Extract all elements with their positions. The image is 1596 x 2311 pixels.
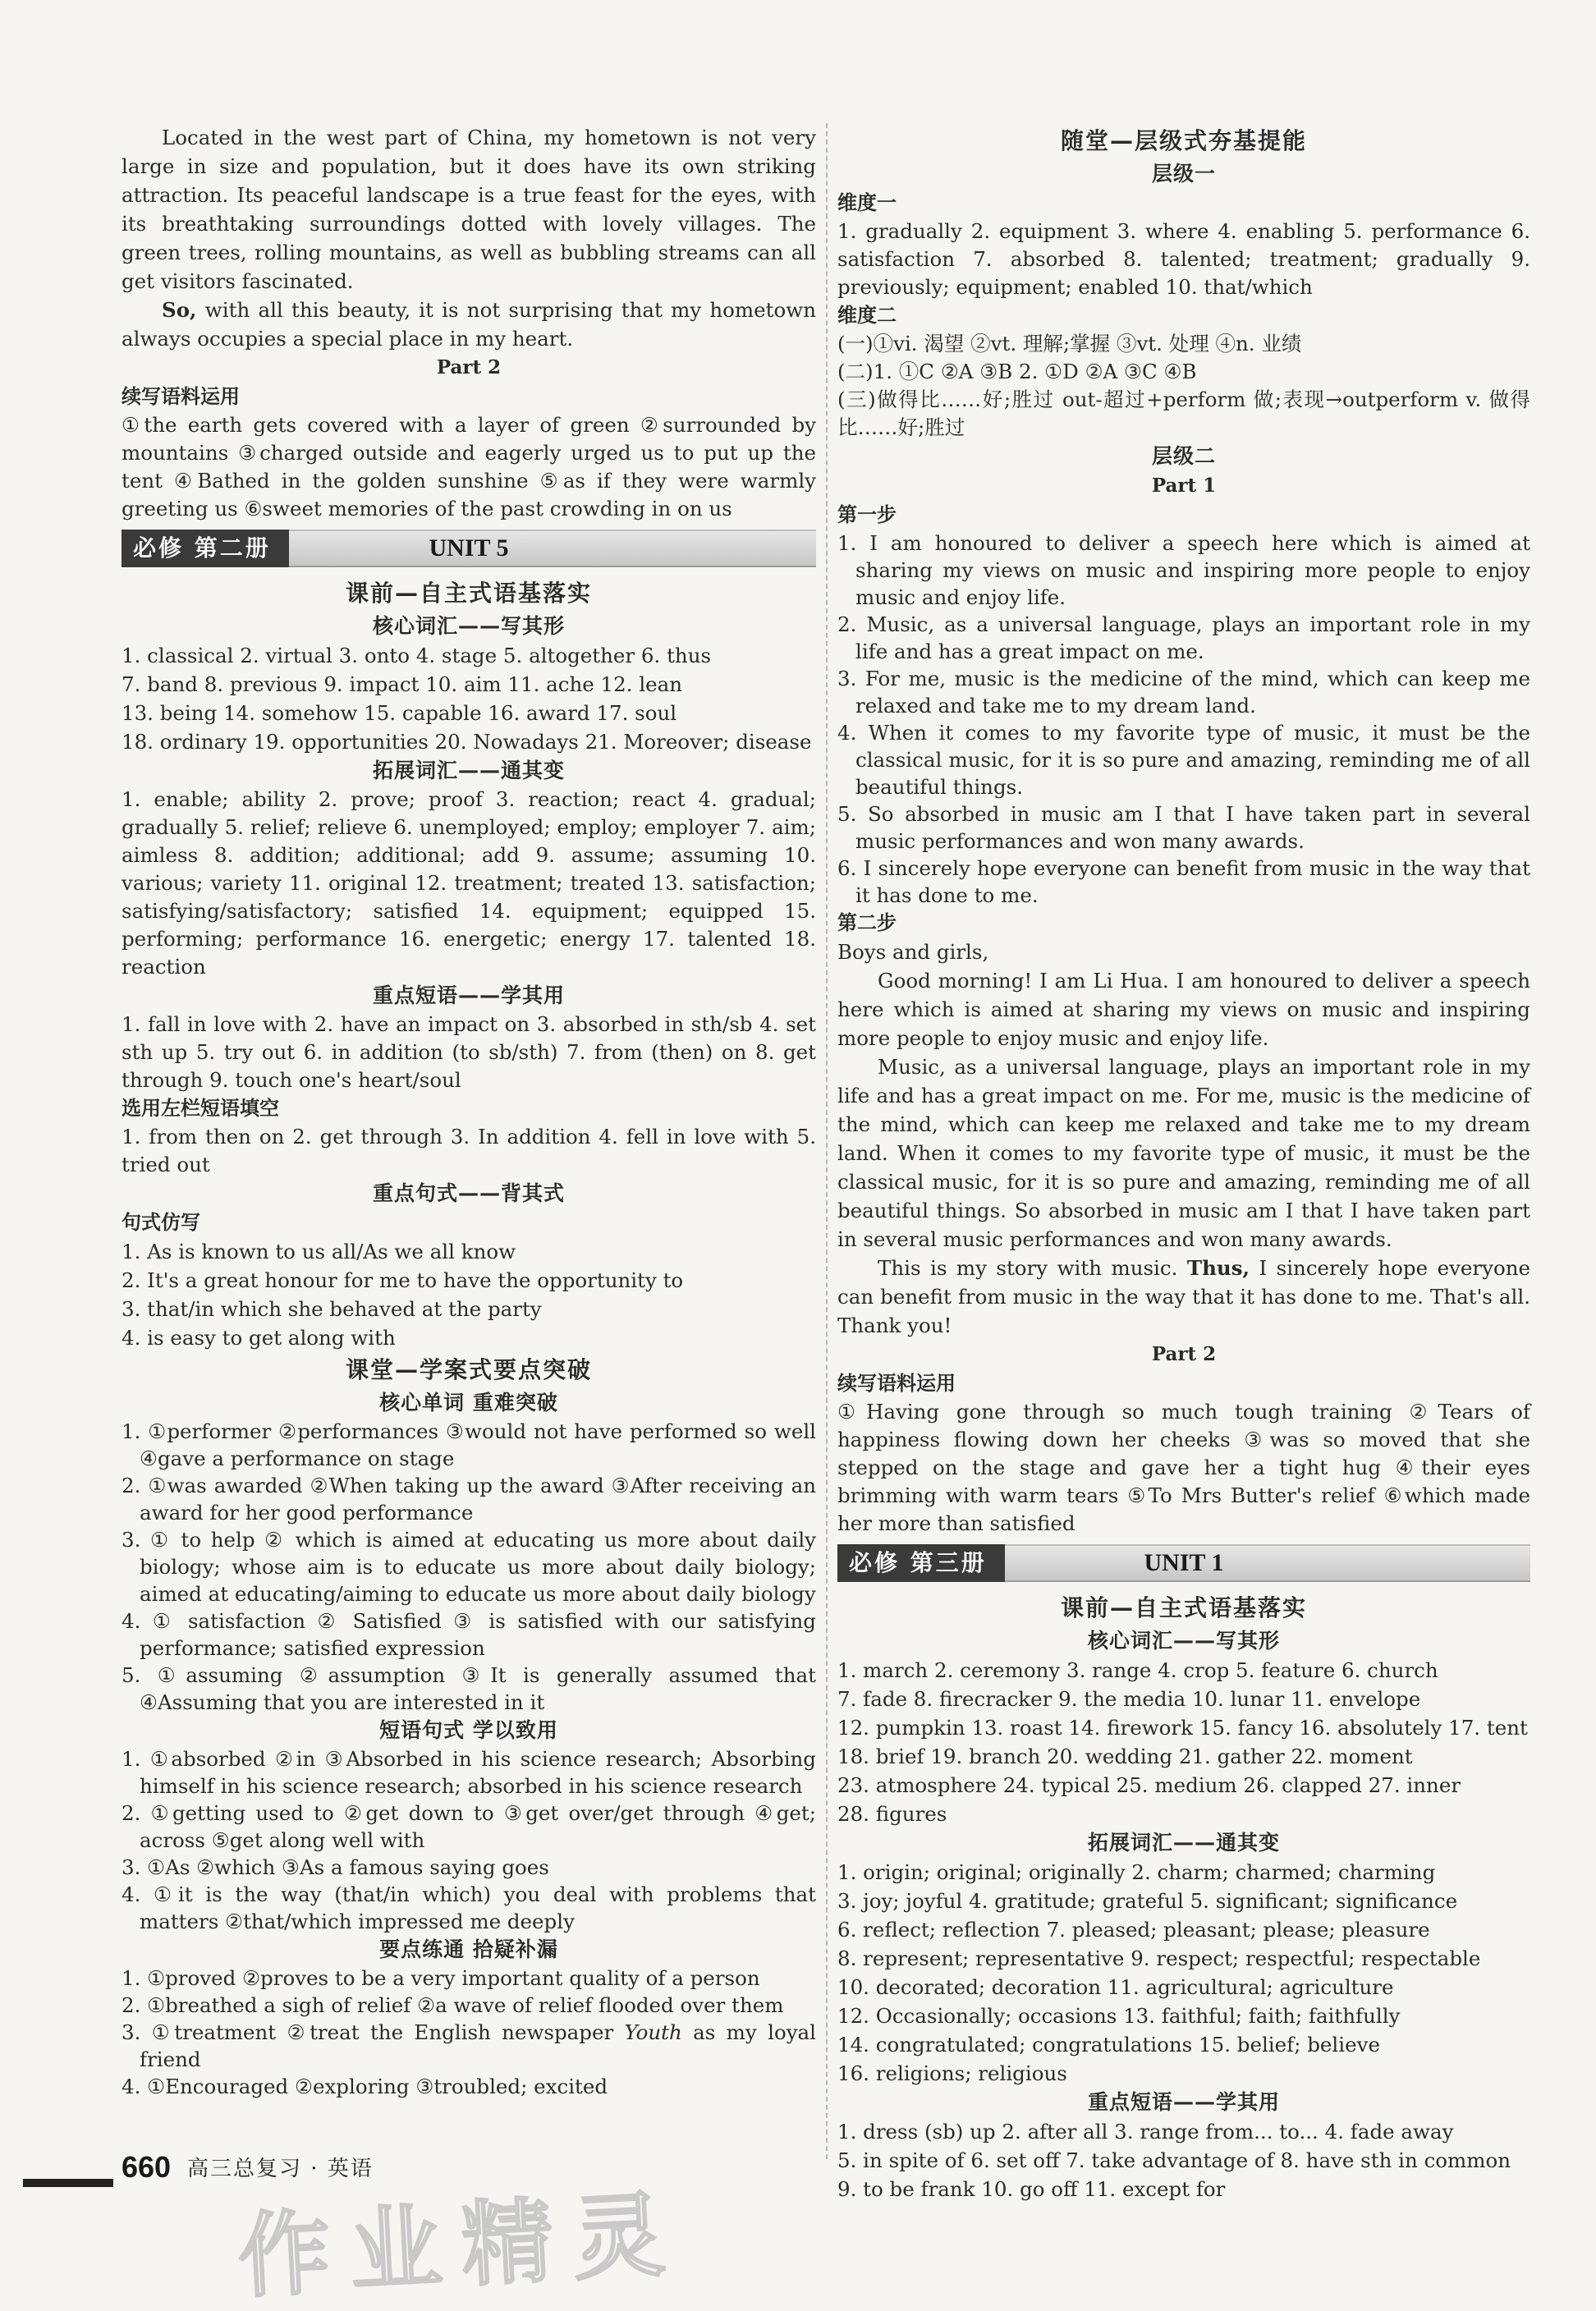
- answer-text: ①the earth gets covered with a layer of green ②surrounded by mountains ③charged outside and eagerly urged us to put up the tent ④Bathed in the golden sunshine ⑤as if they were warmly greeting us ⑥sweet memories of the past crowding in on us: [122, 413, 816, 520]
- page-footer: [23, 2144, 581, 2190]
- section-label: 第二步: [837, 911, 897, 934]
- answer-line: 18. ordinary 19. opportunities 20. Nowadays 21. Moreover; disease: [122, 730, 812, 754]
- book-title: 高三总复习 · 英语: [187, 2157, 374, 2181]
- answer-line: 5. in spite of 6. set off 7. take advantage of 8. have sth in common: [837, 2148, 1511, 2172]
- part-heading: Part 2: [1151, 1343, 1217, 1365]
- subsection-title: 重点短语——学其用: [372, 984, 565, 1007]
- book-tag: 必修 第三册: [837, 1544, 1005, 1582]
- answer-line: 2. It's a great honour for me to have the opportunity to: [122, 1268, 684, 1292]
- essay-paragraph: Music, as a universal language, plays an important role in my life and has a great impact on me. For me, music is the medicine of the mind, which can keep me relaxed and take me to my dream land. When it comes to my favorite type of music, it must be the classical music, for it is so pure and amazing, reminding me of all beautiful things. So absorbed in music am I that I have taken part in several music performances and won many awards.: [837, 1055, 1530, 1251]
- essay-paragraph: [837, 1254, 1530, 1340]
- watermark-logo: 作业精灵: [235, 2180, 688, 2311]
- essay-paragraph: Good morning! I am Li Hua. I am honoured to deliver a speech here which is aimed at sharing my views on music and inspiring more people to enjoy music and enjoy life.: [837, 969, 1530, 1050]
- answer-item: 4. When it comes to my favorite type of music, it must be the classical music, for it is so pure and amazing, reminding me of all beautiful things.: [837, 721, 1530, 799]
- answer-line: 3. joy; joyful 4. gratitude; grateful 5. significant; significance: [837, 1889, 1458, 1913]
- section-label: 维度二: [837, 304, 897, 327]
- essay-text: This is my story with music.: [878, 1256, 1187, 1280]
- answer-item: 6. I sincerely hope everyone can benefit from music in the way that it has done to me.: [837, 856, 1530, 907]
- answer-line: 1. As is known to us all/As we all know: [122, 1240, 516, 1263]
- subsection-title: 核心词汇——写其形: [1087, 1629, 1280, 1653]
- answer-item: 2. Music, as a universal language, plays an important role in my life and has a great impact on me.: [837, 612, 1530, 663]
- level-title: 层级二: [1151, 444, 1216, 468]
- footer-bar: [23, 2179, 113, 2187]
- answer-text: ①Having gone through so much tough training ②Tears of happiness flowing down her cheeks ③was so moved that she stepped on the stage and gave her a tight hug ④their eyes brimming with warm tears ⑤To Mrs Butter's relief ⑥which made her more than satisfied: [837, 1400, 1530, 1535]
- answer-line: 3. that/in which she behaved at the party: [122, 1297, 542, 1321]
- answer-text: (二)1. ①C ②A ③B 2. ①D ②A ③C ④B: [837, 360, 1197, 383]
- answer-item: 1. I am honoured to deliver a speech here which is aimed at sharing my views on music and inspiring more people to enjoy music and enjoy life.: [837, 531, 1530, 609]
- section-label: 续写语料运用: [122, 385, 240, 408]
- section-label: 第一步: [837, 503, 897, 526]
- section-title: 课堂—学案式要点突破: [345, 1356, 592, 1383]
- subsection-title: 短语句式 学以致用: [379, 1718, 558, 1742]
- answer-item: 5. ①assuming ②assumption ③It is generally assumed that ④Assuming that you are interested in it: [122, 1663, 816, 1714]
- answer-line: 7. band 8. previous 9. impact 10. aim 11. ache 12. lean: [122, 672, 683, 696]
- unit-title: UNIT 1: [1144, 1549, 1224, 1576]
- unit-banner: [122, 530, 816, 567]
- section-label: 维度一: [837, 191, 897, 214]
- answer-line: 12. Occasionally; occasions 13. faithful; faith; faithfully: [837, 2004, 1401, 2028]
- answer-line: 16. religions; religious: [837, 2061, 1067, 2085]
- subsection-title: 重点短语——学其用: [1087, 2090, 1280, 2114]
- answer-text: (三)做得比……好;胜过 out-超过+perform 做;表现→outperform v. 做得比……好;胜过: [837, 387, 1530, 439]
- answer-line: 18. brief 19. branch 20. wedding 21. gather 22. moment: [837, 1745, 1413, 1768]
- unit-banner: [837, 1544, 1530, 1582]
- essay-paragraph: Located in the west part of China, my hometown is not very large in size and population, but it does have its own striking attraction. Its peaceful landscape is a true feast for the eyes, with its breathtaking surroundings dotted with lovely villages. The green trees, rolling mountains, as well as bubbling streams can all get visitors fascinated.: [122, 126, 816, 293]
- section-title: 课前—自主式语基落实: [1060, 1594, 1307, 1621]
- book-tag: 必修 第二册: [122, 530, 289, 567]
- answer-line: 1. classical 2. virtual 3. onto 4. stage 5. altogether 6. thus: [122, 644, 712, 667]
- section-label: 续写语料运用: [837, 1372, 956, 1395]
- section-label: 选用左栏短语填空: [122, 1097, 279, 1120]
- answer-item: 4. ①it is the way (that/in which) you deal with problems that matters ②that/which impressed me deeply: [122, 1882, 816, 1933]
- subsection-title: 核心词汇——写其形: [372, 614, 565, 638]
- answer-text: 1. fall in love with 2. have an impact on 3. absorbed in sth/sb 4. set sth up 5. try out 6. in addition (to sb/sth) 7. from (then) on 8. get through 9. touch one's heart/soul: [122, 1012, 816, 1092]
- answer-item: 1. ①performer ②performances ③would not have performed so well ④gave a performance on stage: [122, 1419, 816, 1470]
- answer-line: 28. figures: [837, 1802, 947, 1826]
- italic-title: Youth: [624, 2020, 682, 2044]
- answer-line: 10. decorated; decoration 11. agricultural; agriculture: [837, 1975, 1394, 1999]
- answer-item: 1. ①absorbed ②in ③Absorbed in his science research; Absorbing himself in his science research; absorbed in his science research: [122, 1747, 816, 1798]
- answer-text: 1. enable; ability 2. prove; proof 3. reaction; react 4. gradual; gradually 5. relief; relieve 6. unemployed; employ; employer 7. aim; aimless 8. addition; additional; add 9. assume; assuming 10. various; variety 11. original 12. treatment; treated 13. satisfaction; satisfying/satisfactory; satisfied 14. equipment; equipped 15. performing; performance 16. energetic; energy 17. talented 18. reaction: [122, 787, 816, 979]
- answer-item: 2. ①getting used to ②get down to ③get over/get through ④get; across ⑤get along well with: [122, 1801, 816, 1852]
- answer-item: 4. ①Encouraged ②exploring ③troubled; excited: [122, 2075, 608, 2098]
- bold-word: So,: [162, 298, 197, 322]
- answer-line: 7. fade 8. firecracker 9. the media 10. lunar 11. envelope: [837, 1687, 1421, 1711]
- section-label: 句式仿写: [122, 1211, 200, 1234]
- answer-text: 1. gradually 2. equipment 3. where 4. enabling 5. performance 6. satisfaction 7. absorbed 8. talented; treatment; gradually 9. previously; equipment; enabled 10. that/which: [837, 219, 1530, 299]
- answer-line: 12. pumpkin 13. roast 14. firework 15. fancy 16. absolutely 17. tent: [837, 1716, 1528, 1740]
- unit-title: UNIT 5: [429, 534, 509, 562]
- essay-text: with all this beauty, it is not surprising that my hometown always occupies a special place in my heart.: [122, 298, 816, 351]
- section-title: 随堂—层级式夯基提能: [1060, 127, 1307, 154]
- answer-item: 2. ①was awarded ②When taking up the award ③After receiving an award for her good performance: [122, 1474, 816, 1525]
- essay-paragraph: [122, 296, 816, 353]
- answer-line: 1. dress (sb) up 2. after all 3. range from... to... 4. fade away: [837, 2120, 1454, 2144]
- subsection-title: 拓展词汇——通其变: [1087, 1831, 1280, 1855]
- bold-word: Thus,: [1186, 1256, 1250, 1280]
- answer-item: 3. ①As ②which ③As a famous saying goes: [122, 1855, 549, 1879]
- answer-line: 1. origin; original; originally 2. charm; charmed; charming: [837, 1860, 1436, 1884]
- answer-line: 14. congratulated; congratulations 15. belief; believe: [837, 2033, 1380, 2057]
- subsection-title: 重点句式——背其式: [372, 1181, 565, 1205]
- answer-item: 4. ① satisfaction ② Satisfied ③ is satisfied with our satisfying performance; satisfied expression: [122, 1609, 816, 1660]
- answer-line: 8. represent; representative 9. respect; respectful; respectable: [837, 1946, 1481, 1970]
- answer-item: [122, 2019, 816, 2073]
- essay-text: I sincerely hope everyone can benefit from music in the way that it has done to me. That's all. Thank you!: [837, 1256, 1530, 1337]
- answer-text: 3. ①treatment ②treat the English newspaper: [122, 2020, 625, 2044]
- answer-line: 4. is easy to get along with: [122, 1326, 396, 1350]
- subsection-title: 要点练通 拾疑补漏: [379, 1937, 558, 1961]
- answer-item: 1. ①proved ②proves to be a very important quality of a person: [122, 1966, 760, 1990]
- answer-line: 1. march 2. ceremony 3. range 4. crop 5. feature 6. church: [837, 1658, 1438, 1682]
- section-title: 课前—自主式语基落实: [345, 580, 592, 607]
- right-column: [837, 123, 1530, 2203]
- column-divider: [826, 123, 828, 2159]
- answer-line: 23. atmosphere 24. typical 25. medium 26. clapped 27. inner: [837, 1773, 1461, 1797]
- answer-line: 9. to be frank 10. go off 11. except for: [837, 2177, 1226, 2201]
- answer-line: 6. reflect; reflection 7. pleased; pleasant; please; pleasure: [837, 1918, 1430, 1942]
- answer-item: 2. ①breathed a sigh of relief ②a wave of relief flooded over them: [122, 1993, 784, 2017]
- subsection-title: 拓展词汇——通其变: [372, 759, 565, 782]
- left-column: [122, 123, 816, 2100]
- essay-greeting: Boys and girls,: [837, 940, 989, 964]
- part-heading: Part 2: [436, 356, 502, 378]
- answer-text: as my loyal friend: [140, 2020, 816, 2071]
- answer-item: 3. ① to help ② which is aimed at educating us more about daily biology; whose aim is to educate us more about daily biology; aimed at educating/aiming to educate us more about daily biology: [122, 1528, 816, 1606]
- answer-line: 13. being 14. somehow 15. capable 16. award 17. soul: [122, 701, 677, 725]
- part-heading: Part 1: [1151, 475, 1217, 497]
- answer-text: 1. from then on 2. get through 3. In addition 4. fell in love with 5. tried out: [122, 1125, 816, 1176]
- subsection-title: 核心单词 重难突破: [379, 1391, 558, 1415]
- answer-text: (一)①vi. 渴望 ②vt. 理解;掌握 ③vt. 处理 ④n. 业绩: [837, 332, 1302, 355]
- answer-item: 3. For me, music is the medicine of the mind, which can keep me relaxed and take me to my dream land.: [837, 667, 1530, 718]
- level-title: 层级一: [1151, 162, 1216, 186]
- page-number: 660: [122, 2150, 172, 2184]
- answer-item: 5. So absorbed in music am I that I have taken part in several music performances and won many awards.: [837, 802, 1530, 853]
